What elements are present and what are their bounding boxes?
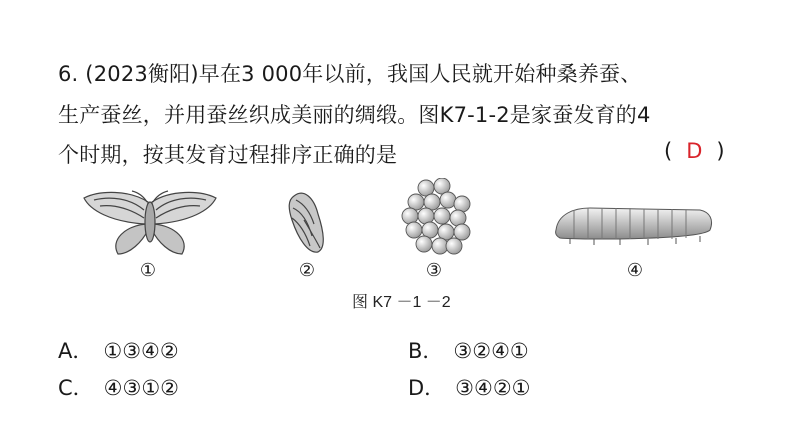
option-a-key: A．	[58, 339, 94, 363]
figure-label-4: ④	[626, 260, 644, 281]
larva-icon	[550, 200, 716, 248]
paren-open: (	[664, 139, 673, 163]
question-line-1: 6. (2023衡阳)早在3 000年以前，我国人民就开始种桑养蚕、	[58, 62, 642, 86]
option-a-value: ①③④②	[103, 339, 179, 363]
paren-close: )	[716, 139, 725, 163]
answer-bracket	[664, 139, 725, 163]
pupa-cocoon-icon	[284, 190, 330, 256]
option-d-key: D．	[408, 376, 446, 400]
eggs-icon	[398, 178, 474, 258]
figure-label-2: ②	[298, 260, 316, 281]
option-d[interactable]	[408, 372, 530, 402]
option-b-value: ③②④①	[453, 339, 529, 363]
option-c[interactable]	[58, 372, 179, 402]
figure-label-3: ③	[425, 260, 443, 281]
question-line-2: 生产蚕丝，并用蚕丝织成美丽的绸缎。图K7-1-2是家蚕发育的4	[58, 103, 651, 127]
question-line-3: 个时期，按其发育过程排序正确的是	[58, 143, 398, 167]
figure-label-1: ①	[139, 260, 157, 281]
option-b-key: B．	[408, 339, 444, 363]
answer-value: D	[686, 139, 703, 163]
option-d-value: ③④②①	[455, 376, 531, 400]
option-a[interactable]	[58, 335, 179, 365]
moth-icon	[80, 188, 220, 260]
option-b[interactable]	[408, 335, 529, 365]
option-c-value: ④③①②	[103, 376, 179, 400]
option-c-key: C．	[58, 376, 94, 400]
figure-caption: 图 K7 －1 －2	[352, 294, 451, 311]
